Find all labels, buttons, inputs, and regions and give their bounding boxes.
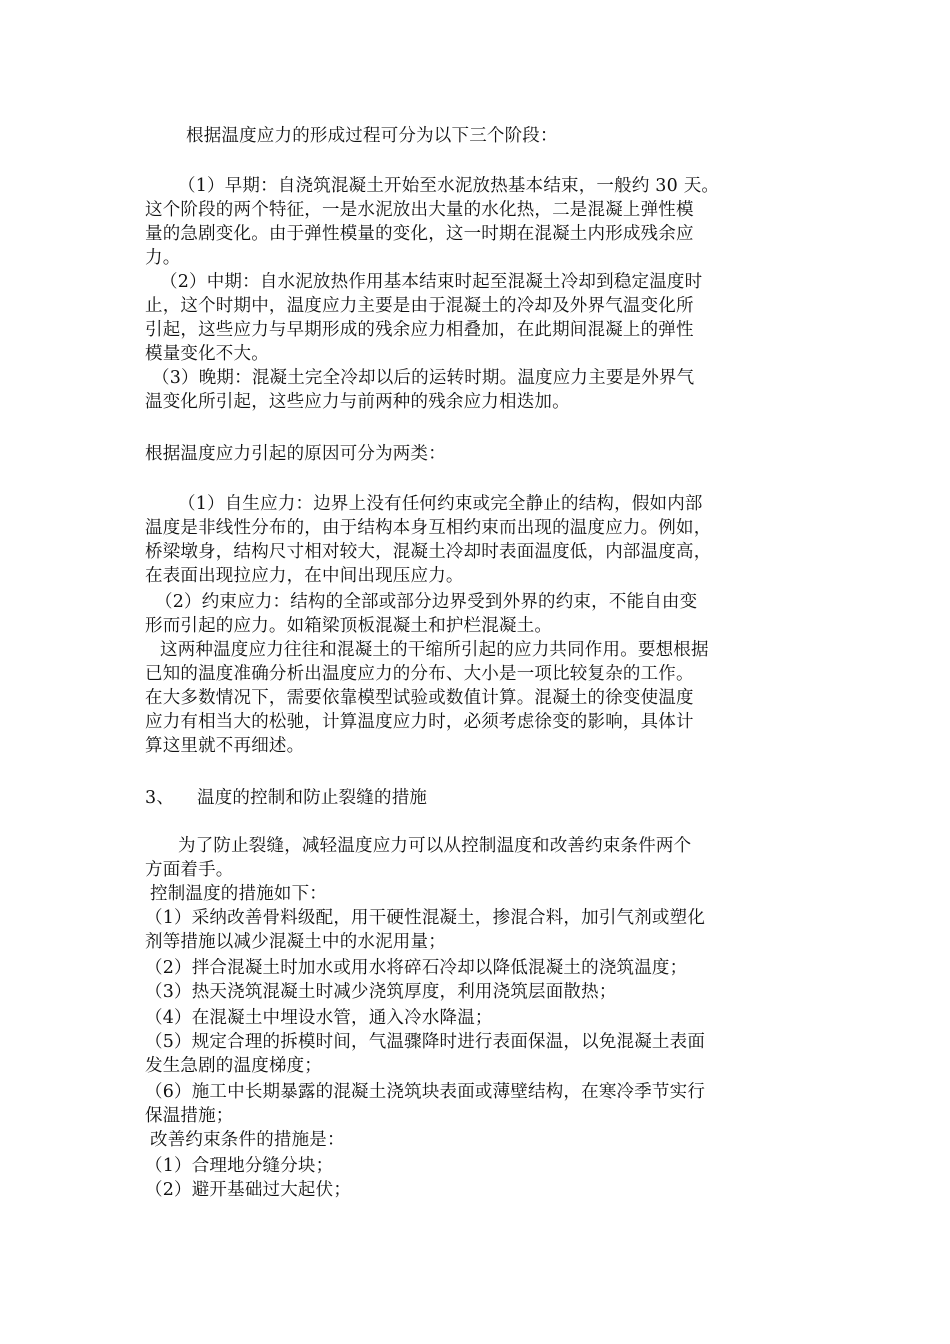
stage-middle-line-3: 引起，这些应力与早期形成的残余应力相叠加，在此期间混凝上的弹性: [145, 320, 694, 340]
control-item-6-line-1: （6）施工中长期暴露的混凝土浇筑块表面或薄壁结构，在寒冷季节实行: [145, 1082, 706, 1102]
causes-heading: 根据温度应力引起的原因可分为两类：: [145, 444, 446, 464]
combined-line-2: 已知的温度准确分析出温度应力的分布、大小是一项比较复杂的工作。: [145, 664, 694, 684]
control-item-6-line-2: 保温措施；: [145, 1106, 234, 1126]
self-stress-line-2: 温度是非线性分布的，由于结构本身互相约束而出现的温度应力。例如，: [145, 518, 712, 538]
control-item-2: （2）拌合混凝土时加水或用水将碎石冷却以降低混凝土的浇筑温度；: [145, 958, 688, 978]
constraint-item-2: （2）避开基础过大起伏；: [145, 1180, 352, 1200]
stage-early-line-3: 量的急剧变化。由于弹性模量的变化，这一时期在混凝土内形成残余应: [145, 224, 694, 244]
combined-line-3: 在大多数情况下，需要依靠模型试验或数值计算。混凝土的徐变使温度: [145, 688, 694, 708]
control-item-5-line-2: 发生急剧的温度梯度；: [145, 1056, 322, 1076]
constraint-stress-line-1: （2）约束应力：结构的全部或部分边界受到外界的约束，不能自由变: [155, 592, 698, 612]
stage-early-line-2: 这个阶段的两个特征，一是水泥放出大量的水化热，二是混凝上弹性模: [145, 200, 694, 220]
control-item-5-line-1: （5）规定合理的拆模时间，气温骤降时进行表面保温，以免混凝土表面: [145, 1032, 706, 1052]
stage-early-line-4: 力。: [145, 248, 181, 268]
control-item-3: （3）热天浇筑混凝土时减少浇筑厚度，利用浇筑层面散热；: [145, 982, 617, 1002]
stage-late-line-1: （3）晚期：混凝土完全冷却以后的运转时期。温度应力主要是外界气: [152, 368, 695, 388]
section-title: 温度的控制和防止裂缝的措施: [197, 788, 428, 808]
temperature-control-heading: 控制温度的措施如下：: [150, 884, 327, 904]
self-stress-line-1: （1）自生应力：边界上没有任何约束或完全静止的结构，假如内部: [178, 494, 703, 514]
constraint-item-1: （1）合理地分缝分块；: [145, 1156, 334, 1176]
section-number: 3、: [145, 788, 175, 808]
measures-intro-line-1: 为了防止裂缝，减轻温度应力可以从控制温度和改善约束条件两个: [178, 836, 692, 856]
self-stress-line-3: 桥梁墩身，结构尺寸相对较大，混凝土冷却时表面温度低，内部温度高，: [145, 542, 712, 562]
measures-intro-line-2: 方面着手。: [145, 860, 234, 880]
combined-line-1: 这两种温度应力往往和混凝土的干缩所引起的应力共同作用。要想根据: [160, 640, 709, 660]
stage-early-line-1: （1）早期：自浇筑混凝土开始至水泥放热基本结束，一般约 30 天。: [178, 176, 720, 196]
constraint-stress-line-2: 形而引起的应力。如箱梁顶板混凝土和护栏混凝土。: [145, 616, 553, 636]
stage-late-line-2: 温变化所引起，这些应力与前两种的残余应力相迭加。: [145, 392, 570, 412]
combined-line-5: 算这里就不再细述。: [145, 736, 305, 756]
stage-middle-line-2: 止，这个时期中，温度应力主要是由于混凝土的冷却及外界气温变化所: [145, 296, 694, 316]
combined-line-4: 应力有相当大的松驰，计算温度应力时，必须考虑徐变的影响，具体计: [145, 712, 694, 732]
control-item-1-line-1: （1）采纳改善骨料级配，用干硬性混凝土，掺混合料，加引气剂或塑化: [145, 908, 706, 928]
constraint-measures-heading: 改善约束条件的措施是：: [150, 1130, 345, 1150]
intro-stages-heading: 根据温度应力的形成过程可分为以下三个阶段：: [186, 126, 558, 146]
stage-middle-line-1: （2）中期：自水泥放热作用基本结束时起至混凝土冷却到稳定温度时: [160, 272, 703, 292]
stage-middle-line-4: 模量变化不大。: [145, 344, 269, 364]
self-stress-line-4: 在表面出现拉应力，在中间出现压应力。: [145, 566, 464, 586]
control-item-1-line-2: 剂等措施以减少混凝土中的水泥用量；: [145, 932, 446, 952]
control-item-4: （4）在混凝土中埋设水管，通入冷水降温；: [145, 1008, 493, 1028]
